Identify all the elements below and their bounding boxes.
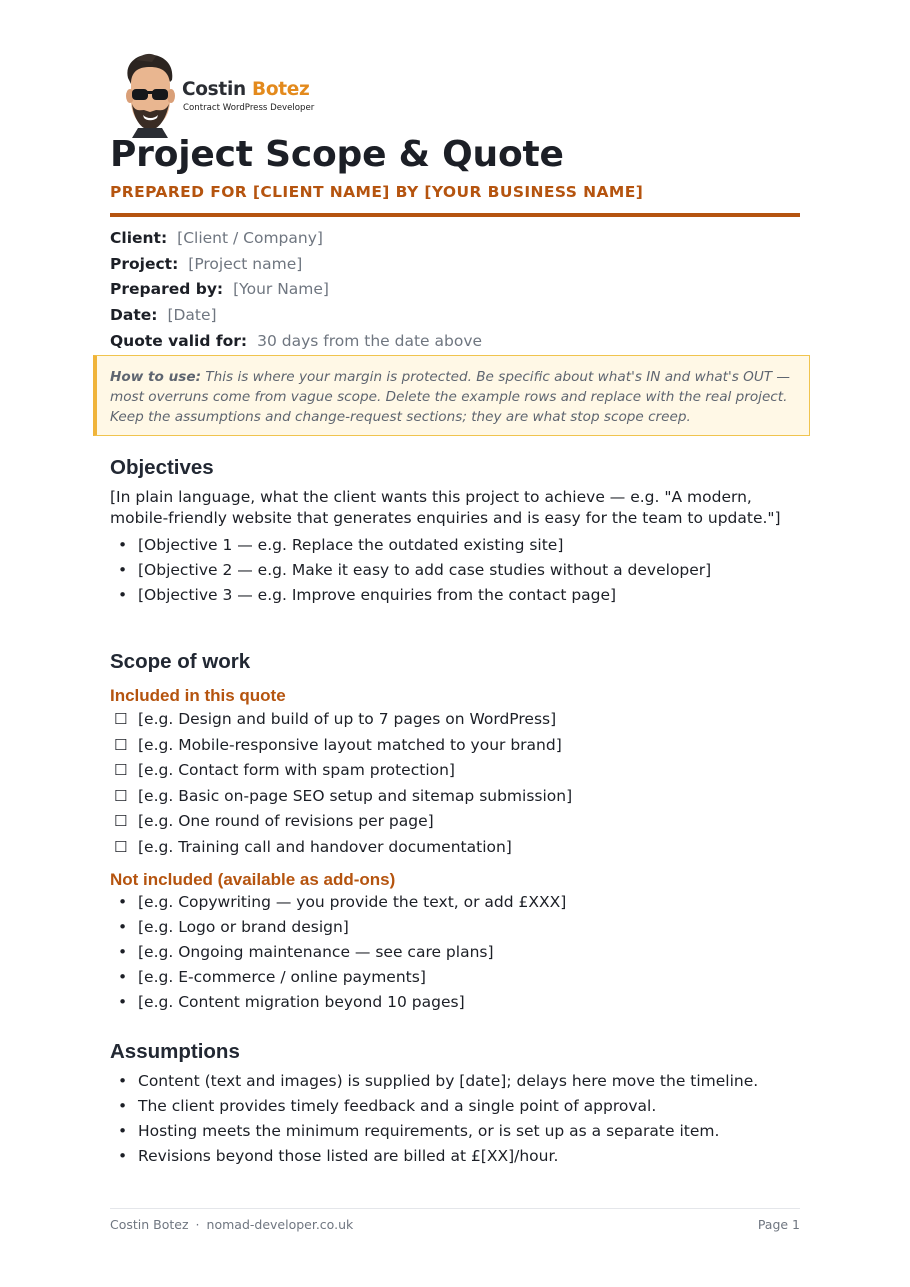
- scope-section: [110, 650, 810, 1015]
- list-item: [110, 940, 810, 965]
- assumptions-section: [110, 1040, 810, 1169]
- detail-project: [110, 251, 482, 277]
- list-item-text: The client provides timely feedback and a single point of approval.: [138, 1097, 657, 1115]
- brand-first-name: Costin: [182, 79, 246, 100]
- page-title: Project Scope & Quote: [110, 134, 564, 175]
- excluded-heading: Not included (available as add-ons): [110, 869, 396, 889]
- footer-separator: ·: [195, 1217, 200, 1232]
- footer-website: nomad-developer.co.uk: [206, 1217, 354, 1232]
- checklist-item: [110, 809, 810, 835]
- objectives-intro: [In plain language, what the client wants this project to achieve — e.g. "A modern, mobile-friendly website that generates enquiries and is easy for the team to update."]: [110, 488, 781, 527]
- bullet-icon: •: [118, 942, 128, 961]
- list-item: [110, 915, 810, 940]
- checklist-item: [110, 758, 810, 784]
- footer-name: Costin Botez: [110, 1217, 189, 1232]
- brand-logo: [120, 52, 320, 138]
- bullet-icon: •: [118, 967, 128, 986]
- detail-label: Prepared by:: [110, 280, 224, 299]
- checkbox-icon: ☐: [114, 812, 128, 831]
- detail-prepared-by: [110, 277, 482, 303]
- checkbox-icon: ☐: [114, 837, 128, 856]
- checklist-item-text: [e.g. Mobile-responsive layout matched to your brand]: [138, 735, 562, 754]
- detail-value: [Date]: [167, 306, 217, 325]
- checkbox-icon: ☐: [114, 735, 128, 754]
- detail-label: Quote valid for:: [110, 332, 248, 351]
- project-details: [110, 225, 482, 354]
- list-item-text: [e.g. Content migration beyond 10 pages]: [138, 992, 465, 1011]
- detail-value: [Project name]: [188, 254, 303, 273]
- footer-divider: [110, 1208, 800, 1209]
- objectives-heading: Objectives: [110, 456, 214, 479]
- assumptions-heading: Assumptions: [110, 1040, 240, 1063]
- checkbox-icon: ☐: [114, 761, 128, 780]
- included-heading: Included in this quote: [110, 686, 286, 705]
- bullet-icon: •: [118, 917, 128, 936]
- detail-value: [Your Name]: [233, 280, 329, 299]
- objectives-section: [110, 456, 810, 608]
- callout-lead: How to use:: [110, 369, 202, 385]
- list-item: [110, 890, 810, 915]
- bullet-icon: •: [118, 561, 128, 579]
- excluded-list: [110, 890, 810, 1015]
- detail-quote-validity: [110, 328, 482, 354]
- page-subtitle: PREPARED FOR [CLIENT NAME] BY [YOUR BUSINESS NAME]: [110, 183, 644, 201]
- how-to-use-callout: [93, 355, 810, 436]
- included-list: [110, 707, 810, 861]
- checklist-item: [110, 784, 810, 810]
- list-item-text: [e.g. Ongoing maintenance — see care plans]: [138, 942, 494, 961]
- detail-value: [Client / Company]: [177, 228, 323, 247]
- footer-info: [110, 1217, 353, 1232]
- list-item: [110, 583, 810, 608]
- objectives-list: [110, 533, 810, 608]
- list-item-text: [Objective 1 — e.g. Replace the outdated existing site]: [138, 536, 564, 554]
- detail-client: [110, 225, 482, 251]
- detail-label: Client:: [110, 228, 168, 247]
- bullet-icon: •: [118, 1122, 128, 1140]
- list-item: [110, 558, 810, 583]
- checkbox-icon: ☐: [114, 710, 128, 728]
- list-item-text: [e.g. Copywriting — you provide the text, or add £XXX]: [138, 892, 567, 911]
- checkbox-icon: ☐: [114, 786, 128, 805]
- list-item-text: [Objective 2 — e.g. Make it easy to add case studies without a developer]: [138, 561, 712, 579]
- header-divider: [110, 213, 800, 217]
- brand-name: [182, 79, 310, 100]
- list-item: [110, 990, 810, 1015]
- scope-heading: Scope of work: [110, 650, 251, 673]
- brand-tagline: Contract WordPress Developer: [183, 103, 315, 113]
- detail-value: 30 days from the date above: [257, 332, 483, 351]
- list-item: [110, 533, 810, 558]
- checklist-item: [110, 707, 810, 733]
- checklist-item-text: [e.g. Design and build of up to 7 pages on WordPress]: [138, 710, 557, 728]
- bullet-icon: •: [118, 1147, 128, 1165]
- bullet-icon: •: [118, 1097, 128, 1115]
- bullet-icon: •: [118, 586, 128, 604]
- bullet-icon: •: [118, 1072, 128, 1090]
- list-item-text: [e.g. Logo or brand design]: [138, 917, 349, 936]
- bullet-icon: •: [118, 992, 128, 1011]
- list-item: [110, 965, 810, 990]
- list-item: [110, 1069, 810, 1094]
- list-item-text: Revisions beyond those listed are billed at £[XX]/hour.: [138, 1147, 559, 1165]
- detail-label: Project:: [110, 254, 179, 273]
- list-item: [110, 1144, 810, 1169]
- checklist-item-text: [e.g. Basic on-page SEO setup and sitemap submission]: [138, 786, 573, 805]
- list-item-text: [Objective 3 — e.g. Improve enquiries from the contact page]: [138, 586, 617, 604]
- avatar-illustration: [120, 52, 180, 138]
- brand-last-name: Botez: [252, 79, 310, 100]
- detail-label: Date:: [110, 306, 158, 325]
- checklist-item: [110, 835, 810, 861]
- checklist-item-text: [e.g. Training call and handover documentation]: [138, 837, 512, 856]
- callout-text: This is where your margin is protected. Be specific about what's IN and what's OUT — most overruns come from vague scope. Delete the example rows and replace with the real project. Keep the assumptions and change-request sections; they are what stop scope creep.: [110, 369, 791, 425]
- assumptions-list: [110, 1069, 810, 1169]
- bullet-icon: •: [118, 536, 128, 554]
- checklist-item-text: [e.g. Contact form with spam protection]: [138, 761, 455, 780]
- page-number: Page 1: [757, 1217, 800, 1232]
- list-item-text: Content (text and images) is supplied by [date]; delays here move the timeline.: [138, 1072, 759, 1090]
- detail-date: [110, 302, 482, 328]
- list-item-text: Hosting meets the minimum requirements, or is set up as a separate item.: [138, 1122, 720, 1140]
- list-item-text: [e.g. E-commerce / online payments]: [138, 967, 426, 986]
- checklist-item-text: [e.g. One round of revisions per page]: [138, 812, 434, 831]
- list-item: [110, 1094, 810, 1119]
- bullet-icon: •: [118, 892, 128, 911]
- checklist-item: [110, 733, 810, 759]
- list-item: [110, 1119, 810, 1144]
